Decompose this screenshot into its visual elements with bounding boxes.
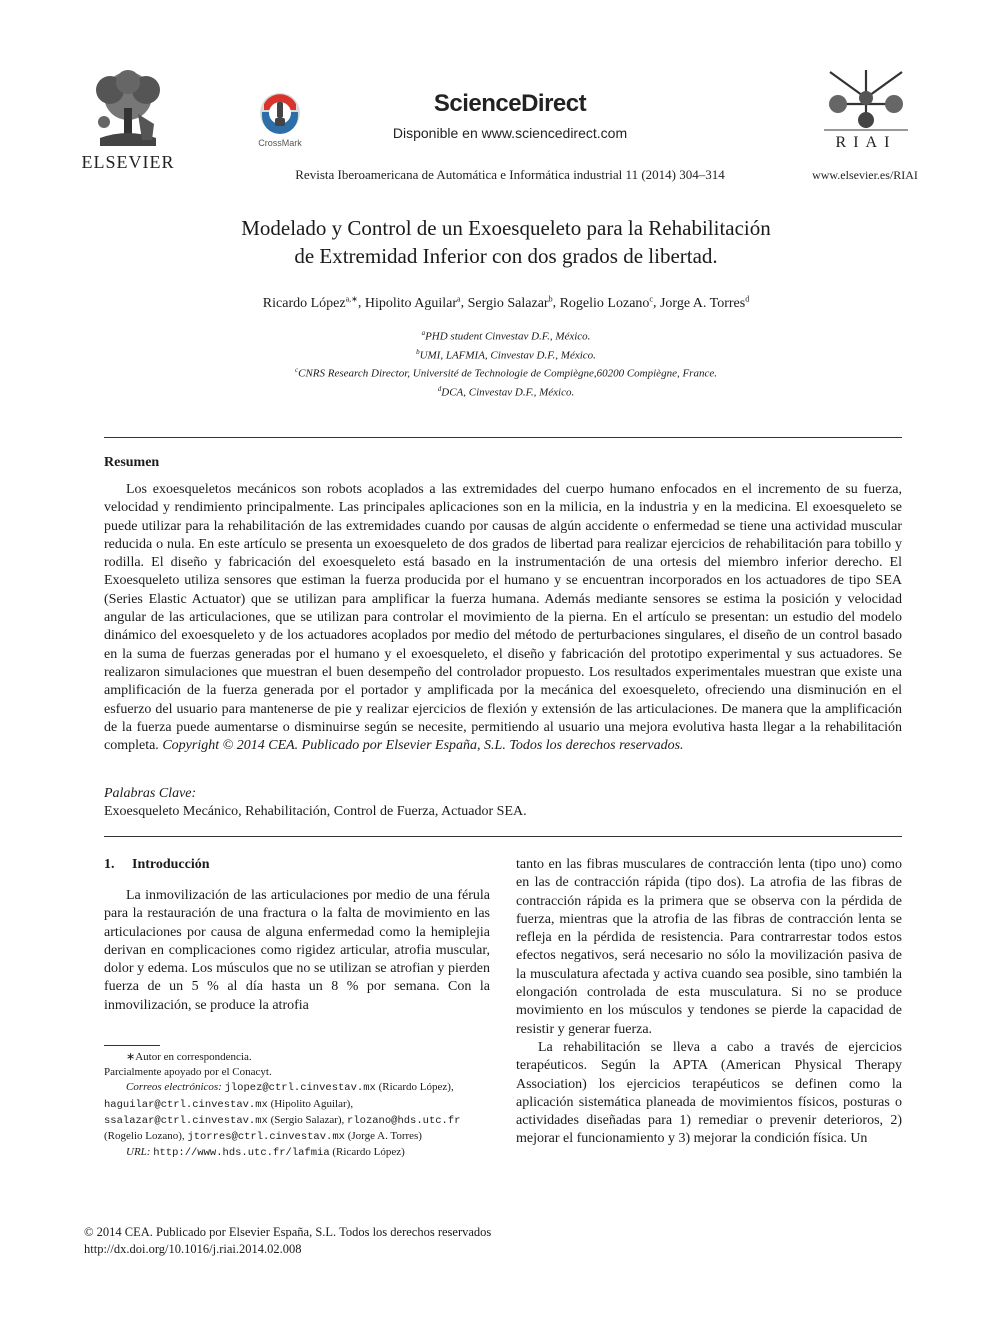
platform-subtitle[interactable]: Disponible en www.sciencedirect.com (392, 125, 628, 141)
affiliation: $^b$UMI, LAFMIA, Cinvestav D.F., México. (416, 347, 596, 362)
abstract-copyright: Copyright © 2014 CEA. Publicado por Elsevier España, S.L. Todos los derechos reservados. (162, 738, 684, 754)
paragraph: La inmovilización de las articulaciones por medio de una férula para la restauración de una fractura o la falta de movimiento en las articulaciones por causa de alguna enfermedad como la hemiplejia derivan en complicaciones como rigidez articular, atrofia muscular, dolor y edema. Los músculos que no se utilizan se atrofian y pierden fuerza de un 5 % al día hasta un 8 % por semana. Con la inmovilización, se produce la atrofia (104, 888, 490, 1013)
affiliations (200, 326, 812, 401)
footnote-support: Parcialmente apoyado por el Conacyt. (104, 1066, 272, 1079)
author[interactable]: Sergio Salazar$^b$ (467, 294, 553, 311)
abstract-body: Los exoesqueletos mecánicos son robots acoplados a las extremidades del cuerpo humano enfocados en el incremento de su fuerza, velocidad y rendimiento principalmente. Las principales aplicaciones son en la milicia, en la industria y en la medicina. El exoesqueleto se puede utilizar para la rehabilitación de las extremidades cuando por causas de algún accidente o enfermedad se tiene una actividad muscular reducida o nula. En este artículo se presenta un exoesqueleto de dos grados de libertad para realizar ejercicios de rehabilitación para tobillo y rodilla. El diseño y fabricación del exoesqueleto está basado en la instrumentación de una ortesis del miembro inferior derecho. El Exoesqueleto utiliza sensores que estiman la fuerza producida por el humano y se encuentran incorporados en los actuadores de tipo SEA (Series Elastic Actuator) que se utilizan para amplificar la fuerza humana. Además mediante sensores se estima la posición y velocidad angular de las articulaciones, que se utilizan para controlar el movimiento de la pierna. En el artículo se presentan: un estudio del modelo dinámico del exoesqueleto y de los actuadores acoplados por medio del método de perturbaciones singulares, el diseño de un control basado en la suma de fuerzas generadas por el humano y el exoesqueleto, el diseño y fabricación del prototipo experimental y sus actuadores. Se realizaron simulaciones que muestran el buen desempeño del controlador propuesto. Los resultados experimentales muestran que existe una amplificación de la fuerza generada por el portador y amplificada por la mecánica del exoesqueleto, ofreciendo una disminución en el esfuerzo del usuario para mantenerse de pie y realizar ejercicios de flexión y extensión de las articulaciones. De manera que la amplificación de la fuerza puede aumentarse o disminuirse según se necesite, permitiendo al usuario una mejora evolutiva hasta llegar a la rehabilitación completa. Copyright © 2014 CEA. Publicado por Elsevier España, S.L. Todos los derechos reservados. (104, 482, 902, 754)
footnote-emails: ssalazar@ctrl.cinvestav.mx (Sergio Salazar), rlozano@hds.utc.fr (104, 1113, 461, 1127)
title-line-1: Modelado y Control de un Exoesqueleto para la Rehabilitación (241, 216, 771, 240)
author[interactable]: Rogelio Lozano$^c$ (559, 294, 653, 311)
footnotes (104, 1050, 490, 1161)
footnote-corresponding: ∗Autor en correspondencia. (126, 1051, 252, 1063)
divider (104, 437, 902, 438)
platform-title: ScienceDirect (433, 90, 587, 117)
footnote-emails: (Rogelio Lozano), jtorres@ctrl.cinvestav.mx (Jorge A. Torres) (104, 1130, 422, 1144)
journal-citation: Revista Iberoamericana de Automática e Informática industrial 11 (2014) 304–314 (295, 167, 725, 182)
affiliation: $^c$CNRS Research Director, Université de Technologie de Compiègne,60200 Compiègne, France. (295, 366, 717, 380)
email-link[interactable]: rlozano@hds.utc.fr (347, 1114, 461, 1127)
riai-logo (816, 68, 916, 158)
abstract-heading: Resumen (104, 455, 160, 470)
society-url[interactable]: www.elsevier.es/RIAI (812, 168, 918, 182)
crossmark-badge[interactable] (252, 92, 308, 152)
footer-copyright: © 2014 CEA. Publicado por Elsevier España, S.L. Todos los derechos reservados (84, 1225, 492, 1239)
publisher-name: ELSEVIER (81, 152, 175, 172)
footnote-emails: haguilar@ctrl.cinvestav.mx (Hipolito Aguilar), (104, 1097, 354, 1111)
footnote-url: URL: http://www.hds.utc.fr/lafmia (Ricardo López) (126, 1146, 405, 1160)
url-link[interactable]: http://www.hds.utc.fr/lafmia (153, 1147, 330, 1160)
paragraph: La rehabilitación se lleva a cabo a través de ejercicios terapéuticos. Según la APTA (American Physical Therapy Association) los ejercicios terapéuticos se definen como la aplicación sistemática planeada de movimientos físicos, posturas o actividades diseñadas para 1) remediar o prevenir deterioros, 2) mejorar el funcionamiento y 3) mejorar la condición física. Un (516, 1039, 902, 1147)
society-logo-text: RIAI (835, 134, 897, 151)
crossmark-label: CrossMark (258, 138, 302, 148)
keywords-heading: Palabras Clave: (104, 786, 197, 801)
email-link[interactable]: ssalazar@ctrl.cinvestav.mx (104, 1114, 268, 1127)
email-link[interactable]: haguilar@ctrl.cinvestav.mx (104, 1098, 268, 1111)
author-list: Ricardo López$^{a,∗}$, Hipolito Aguilar$^a$, Sergio Salazar$^b$, Rogelio Lozano$^c$, Jorge A. Torres$^d$ (262, 294, 750, 311)
footnote-emails: Correos electrónicos: jlopez@ctrl.cinvestav.mx (Ricardo López), (126, 1081, 454, 1095)
footnote-rule (104, 1045, 160, 1046)
riai-emblem-icon (816, 68, 916, 132)
affiliation: $^d$DCA, Cinvestav D.F., México. (437, 384, 575, 399)
page-footer (84, 1224, 684, 1258)
paper-title (160, 214, 852, 270)
elsevier-logo (80, 68, 176, 172)
author[interactable]: Ricardo López$^{a,∗}$ (262, 294, 358, 311)
email-link[interactable]: jlopez@ctrl.cinvestav.mx (224, 1082, 376, 1095)
elsevier-tree-icon (80, 68, 176, 150)
affiliation: $^a$PHD student Cinvestav D.F., México. (421, 329, 591, 343)
email-link[interactable]: jtorres@ctrl.cinvestav.mx (187, 1131, 345, 1144)
crossmark-icon (252, 92, 308, 138)
doi-link[interactable]: http://dx.doi.org/10.1016/j.riai.2014.02.008 (84, 1242, 302, 1256)
right-column (516, 856, 902, 1149)
author[interactable]: Hipolito Aguilar$^a$ (364, 294, 461, 311)
author[interactable]: Jorge A. Torres$^d$ (659, 294, 750, 311)
paragraph: tanto en las fibras musculares de contracción lenta (tipo uno) como en las de contracción rápida (tipo dos). La atrofia de las fibras de contracción rápida es la primera que se observa con la pérdida de fuerza, mientras que la atrofia de las fibras de contracción lenta se refleja en la pérdida de resistencia. Para contrarrestar todos estos efectos negativos, será necesario no sólo la movilización pasiva de la musculatura afectada y activa cuando sea posible, sino también la elongación controlada de esta musculatura. Si no se produce movimiento en los músculos y tendones se pierde la capacidad de resistir y generar fuerza. (516, 857, 902, 1037)
keywords-list: Exoesqueleto Mecánico, Rehabilitación, Control de Fuerza, Actuador SEA. (104, 804, 527, 819)
divider (104, 836, 902, 837)
title-line-2: de Extremidad Inferior con dos grados de libertad. (294, 244, 718, 268)
left-column (104, 887, 490, 1015)
section-heading: 1. Introducción (104, 857, 210, 872)
